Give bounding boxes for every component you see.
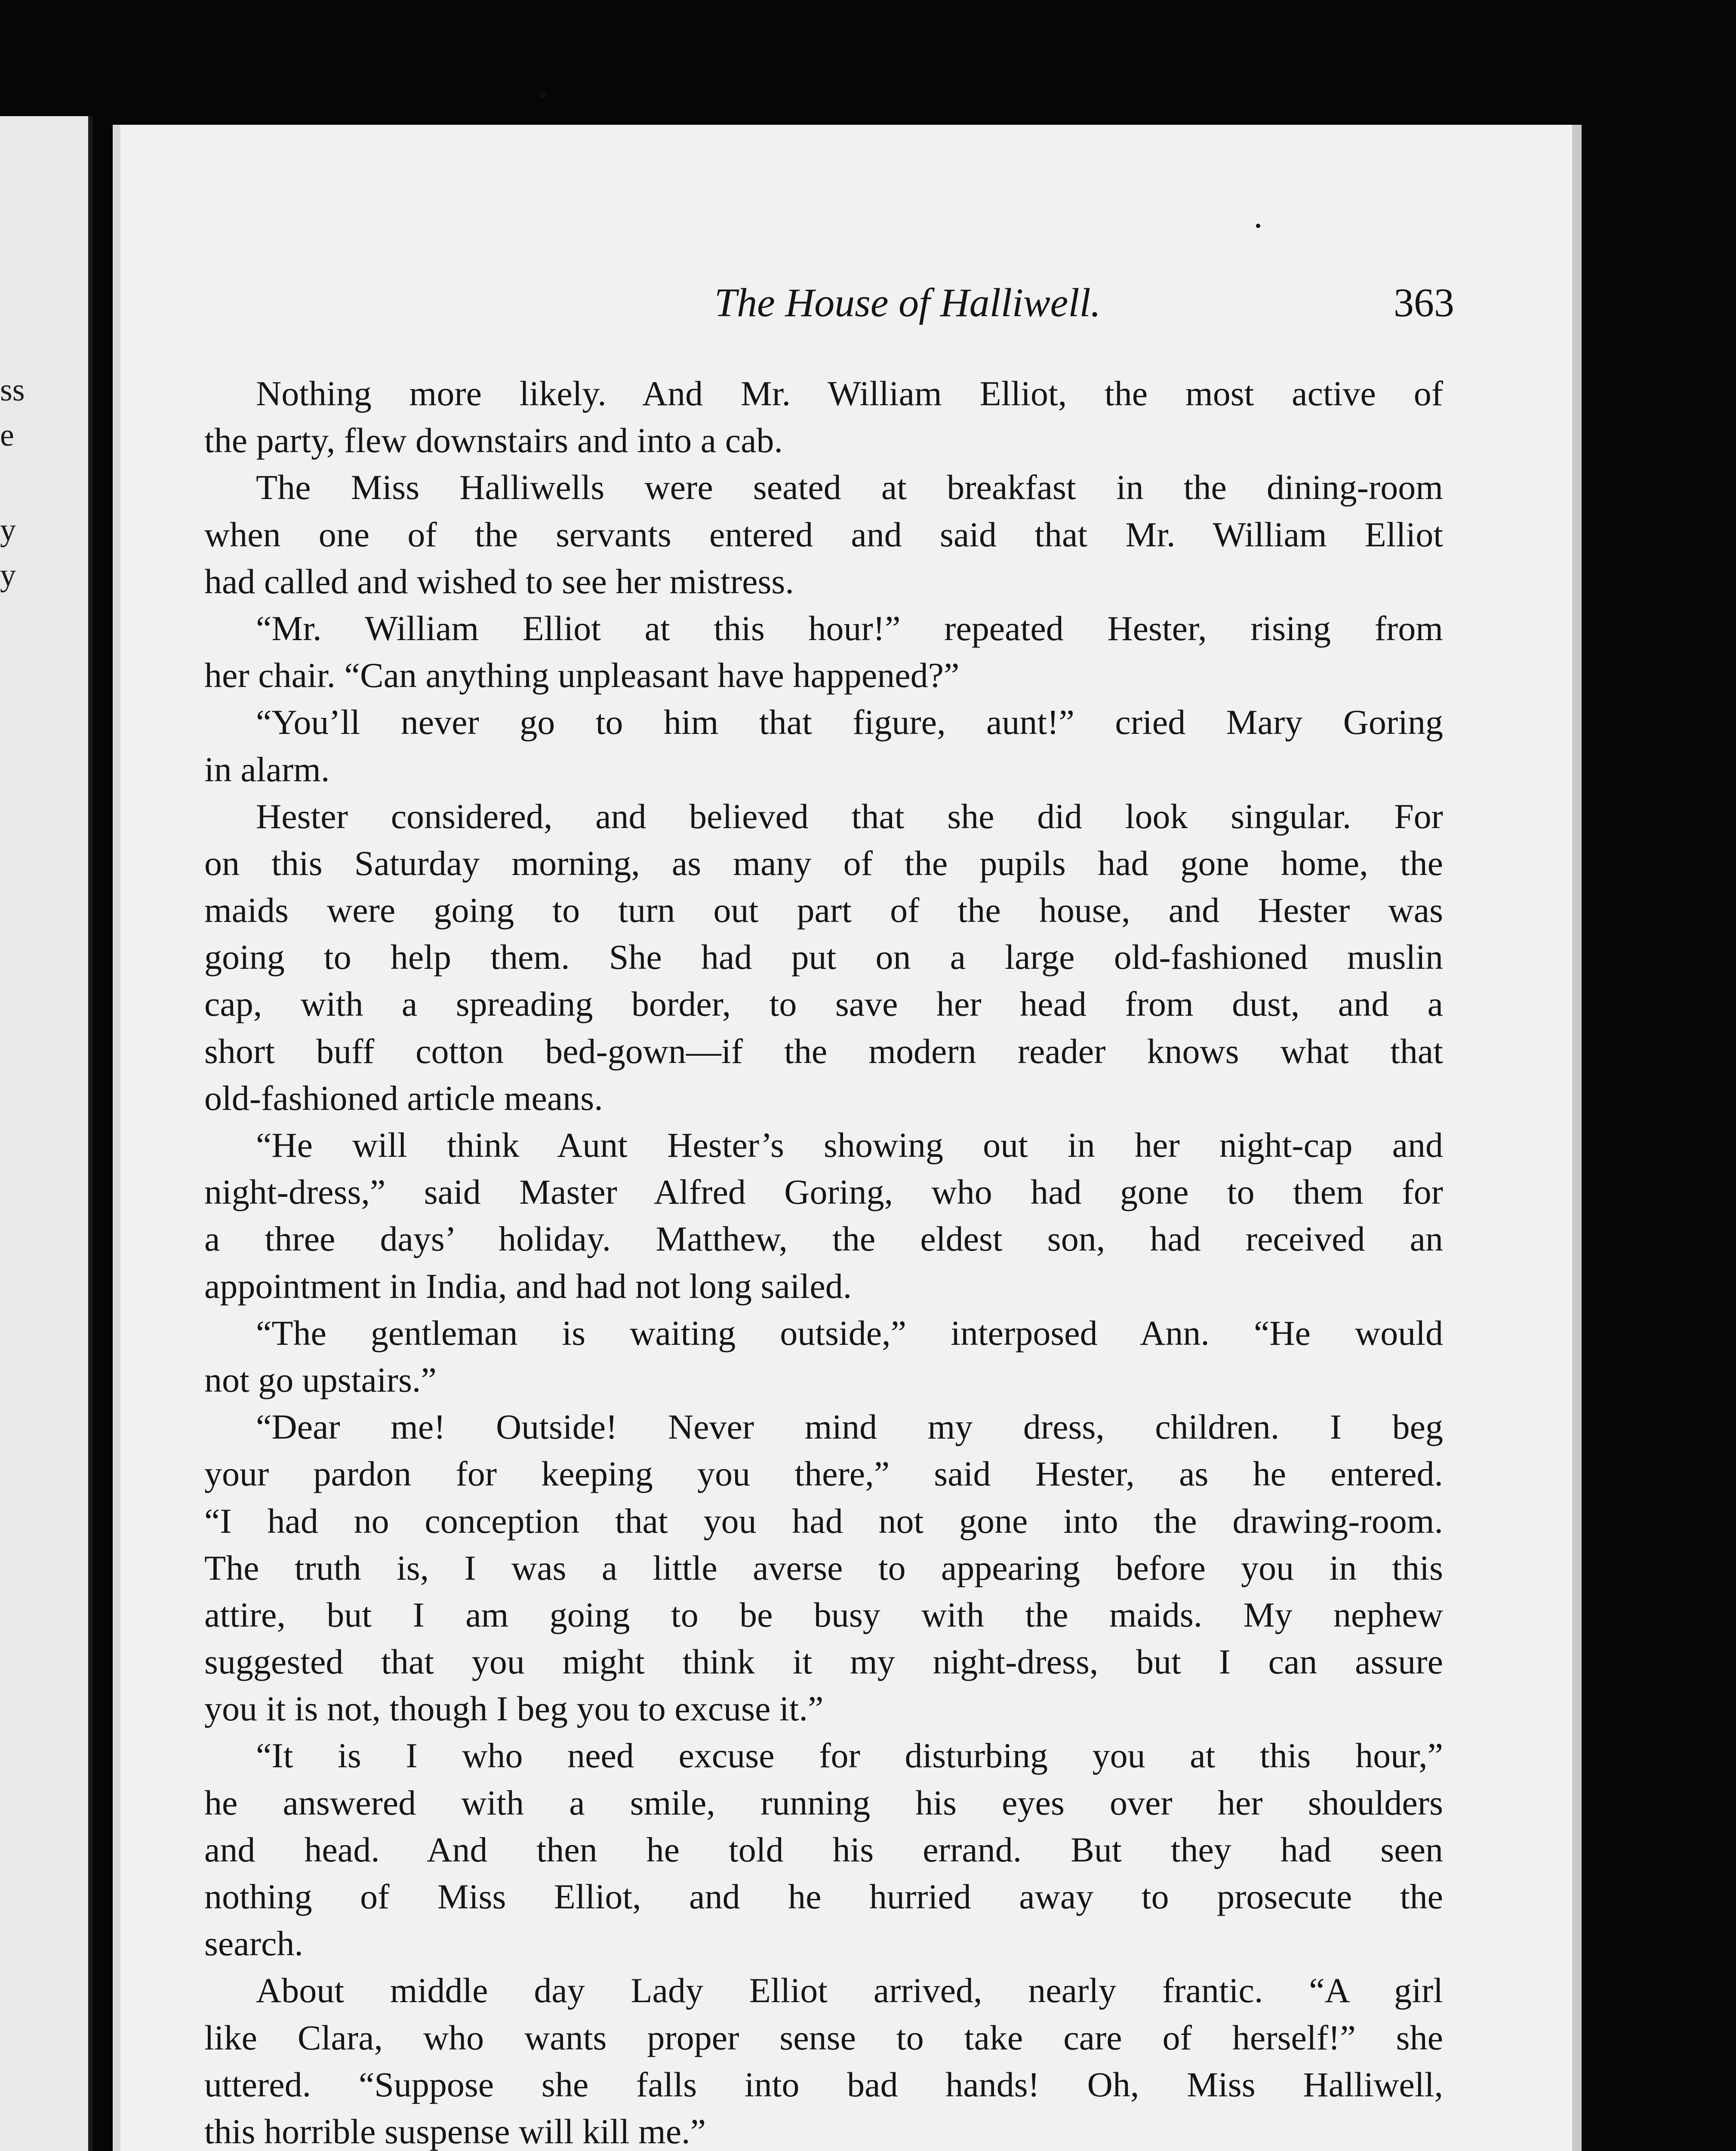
text-line: “He will think Aunt Hester’s showing out in her night-cap and [256,1125,1443,1165]
text-line: Hester considered, and believed that she did look singular. For [256,796,1443,836]
text-line: maids were going to turn out part of the house, and Hester was [204,891,1443,930]
text-line: in alarm. [204,749,330,789]
text-line: when one of the servants entered and said that Mr. William Elliot [204,515,1443,554]
dust-speck [540,92,546,99]
text-line: uttered. “Suppose she falls into bad hands! Oh, Miss Halliwell, [204,2065,1443,2104]
text-line: this horrible suspense will kill me.” [204,2111,706,2151]
text-line: short buff cotton bed-gown—if the modern reader knows what that [204,1031,1443,1071]
text-line: had called and wished to see her mistress. [204,561,794,601]
text-line: you it is not, though I beg you to excuse it.” [204,1689,824,1729]
text-line: The Miss Halliwells were seated at breakfast in the dining-room [256,468,1443,507]
text-line: “It is I who need excuse for disturbing you at this hour,” [256,1736,1443,1775]
body-text [204,370,1443,2151]
text-line: attire, but I am going to be busy with the maids. My nephew [204,1595,1443,1634]
text-line: not go upstairs.” [204,1360,437,1399]
page-number: 363 [1394,280,1454,325]
text-line: old-fashioned article means. [204,1078,603,1118]
text-line: search. [204,1924,303,1963]
text-line: Nothing more likely. And Mr. William Elliot, the most active of [256,374,1443,413]
text-line: About middle day Lady Elliot arrived, nearly frantic. “A girl [256,1971,1443,2010]
page-header [120,280,1587,336]
previous-page-fragment: y [0,512,16,548]
previous-page-fragment: ss [0,373,25,408]
previous-page-fragment: e [0,418,14,453]
page-fore-edge [1572,125,1582,2151]
text-line: night-dress,” said Master Alfred Goring, who had gone to them for [204,1172,1443,1212]
dust-speck [1256,224,1260,228]
text-line: your pardon for keeping you there,” said Hester, as he entered. [204,1454,1443,1494]
text-line: appointment in India, and had not long sailed. [204,1266,852,1306]
previous-page-fragment: y [0,558,16,593]
text-line: going to help them. She had put on a large old-fashioned muslin [204,937,1443,977]
text-line: “The gentleman is waiting outside,” interposed Ann. “He would [256,1313,1443,1353]
text-line: her chair. “Can anything unpleasant have happened?” [204,656,960,695]
text-line: cap, with a spreading border, to save her head from dust, and a [204,984,1443,1024]
text-line: “Dear me! Outside! Never mind my dress, children. I beg [256,1407,1443,1447]
text-line: suggested that you might think it my night-dress, but I can assure [204,1642,1443,1682]
text-line: like Clara, who wants proper sense to take care of herself!” she [204,2018,1443,2057]
text-line: “You’ll never go to him that figure, aunt!” cried Mary Goring [256,703,1443,742]
text-line: he answered with a smile, running his eyes over her shoulders [204,1783,1443,1822]
previous-page-edge [0,116,92,2151]
running-title: The House of Halliwell. [714,280,1101,325]
text-line: nothing of Miss Elliot, and he hurried away to prosecute the [204,1877,1443,1916]
text-line: on this Saturday morning, as many of the pupils had gone home, the [204,843,1443,883]
text-line: and head. And then he told his errand. But they had seen [204,1830,1443,1869]
book-page [113,125,1579,2151]
text-line: the party, flew downstairs and into a cab. [204,421,783,460]
text-line: a three days’ holiday. Matthew, the eldest son, had received an [204,1219,1443,1259]
text-line: “Mr. William Elliot at this hour!” repeated Hester, rising from [256,608,1443,648]
text-line: The truth is, I was a little averse to appearing before you in this [204,1548,1443,1587]
text-line: “I had no conception that you had not gone into the drawing-room. [204,1501,1443,1541]
